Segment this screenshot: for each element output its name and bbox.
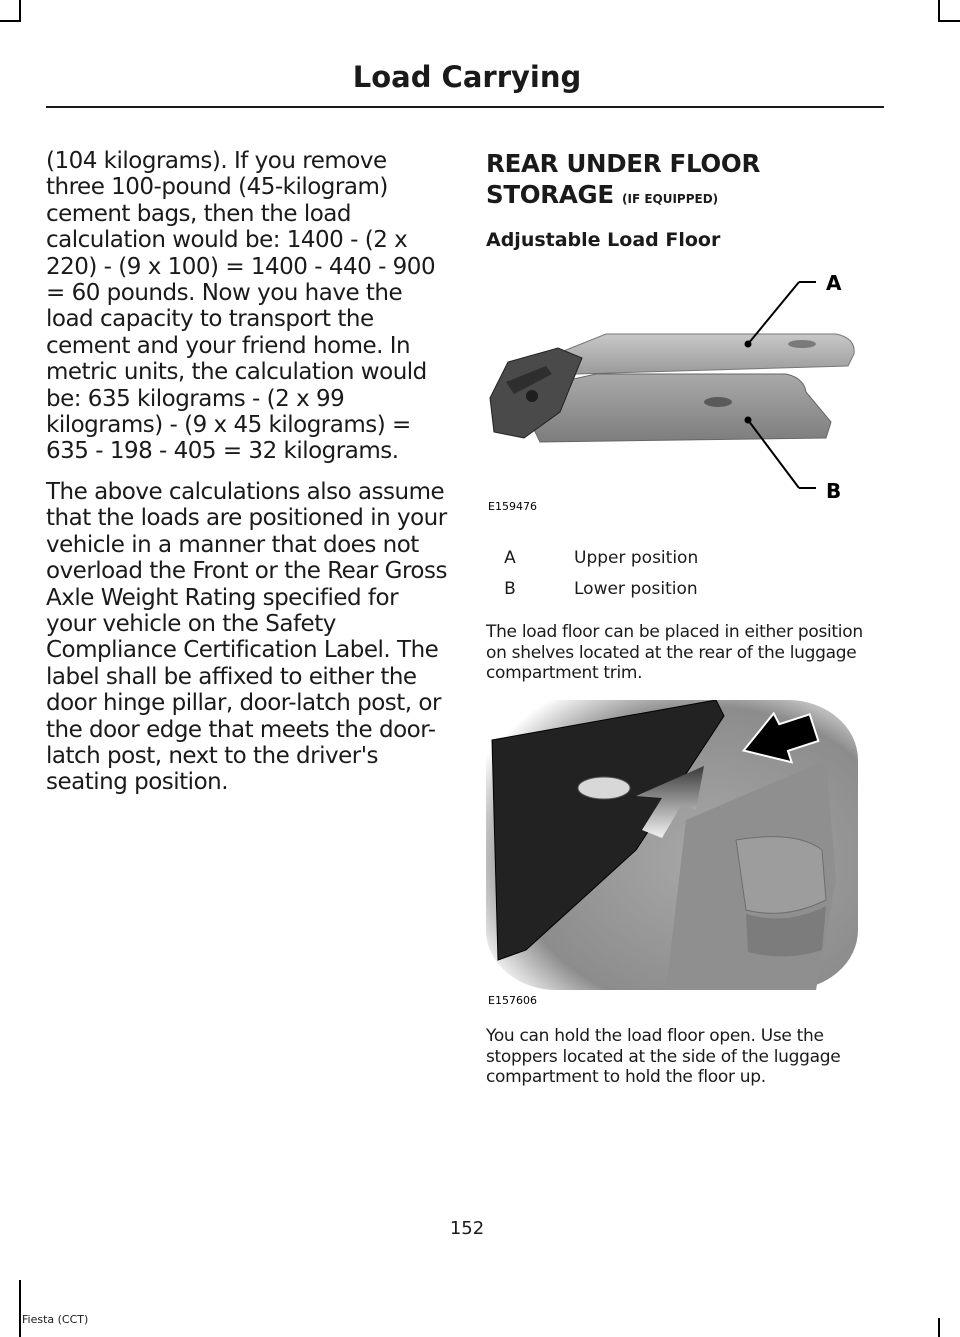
section-heading-line2 — [486, 179, 886, 215]
header-rule — [46, 106, 884, 108]
callout-label-b: B — [826, 479, 842, 503]
figure-legend — [486, 548, 876, 610]
legend-row — [486, 548, 876, 579]
footer-model: Fiesta (CCT) — [22, 1313, 89, 1326]
subheading: Adjustable Load Floor — [486, 229, 721, 251]
legend-row — [486, 579, 876, 610]
upper-floor-panel — [556, 334, 854, 374]
legend-key: B — [504, 579, 516, 599]
crop-mark — [0, 20, 20, 22]
legend-text: Upper position — [574, 548, 699, 568]
crop-mark — [940, 20, 960, 22]
legend-text: Lower position — [574, 579, 698, 599]
section-heading-suffix: (IF EQUIPPED) — [622, 192, 719, 206]
load-floor-figure — [486, 262, 870, 514]
upper-panel-hole — [788, 340, 816, 348]
figure-code: E157606 — [488, 994, 537, 1007]
page-title: Load Carrying — [352, 60, 582, 94]
paragraph-shelf-position: The load floor can be placed in either position on shelves located at the rear of the luggage compartment trim. — [486, 622, 863, 683]
luggage-compartment-figure — [486, 700, 858, 1008]
section-heading-storage: STORAGE — [486, 180, 614, 209]
paragraph-axle-weight: The above calculations also assume that the loads are positioned in your vehicle in a manner that does not overload the Front or the Rear Gross Axle Weight Rating specified for your vehicle on the Safety Compliance Certification Label. The label shall be affixed to either the door hinge pillar, door-latch post, or the door edge that meets the door-latch post, next to the driver's seating position. — [46, 478, 447, 796]
legend-key: A — [504, 548, 516, 568]
page-number: 152 — [449, 1218, 485, 1239]
lower-panel-hole — [704, 397, 732, 407]
paragraph-hold-floor: You can hold the load floor open. Use the stoppers located at the side of the luggage compartment to hold the floor up. — [486, 1026, 841, 1087]
section-heading-line1: REAR UNDER FLOOR — [486, 149, 761, 178]
paragraph-load-calculation: (104 kilograms). If you remove three 100-pound (45-kilogram) cement bags, then the load calculation would be: 1400 - (2 x 220) - (9 x 100) = 1400 - 440 - 900 = 60 pounds. Now you have the load capacity to transport the cement and your friend home. In metric units, the calculation would be: 635 kilograms - (2 x 99 kilograms) - (9 x 45 kilograms) = 635 - 198 - 405 = 32 kilograms. — [46, 148, 436, 465]
figure-code: E159476 — [488, 500, 537, 513]
panel-handle — [578, 777, 630, 799]
callout-label-a: A — [826, 271, 842, 295]
section-heading — [486, 148, 886, 215]
crop-mark — [938, 0, 940, 22]
left-column — [46, 148, 448, 810]
crop-mark — [19, 0, 21, 22]
right-column — [486, 148, 886, 251]
crop-mark — [19, 1280, 21, 1337]
crop-mark — [938, 1318, 940, 1337]
